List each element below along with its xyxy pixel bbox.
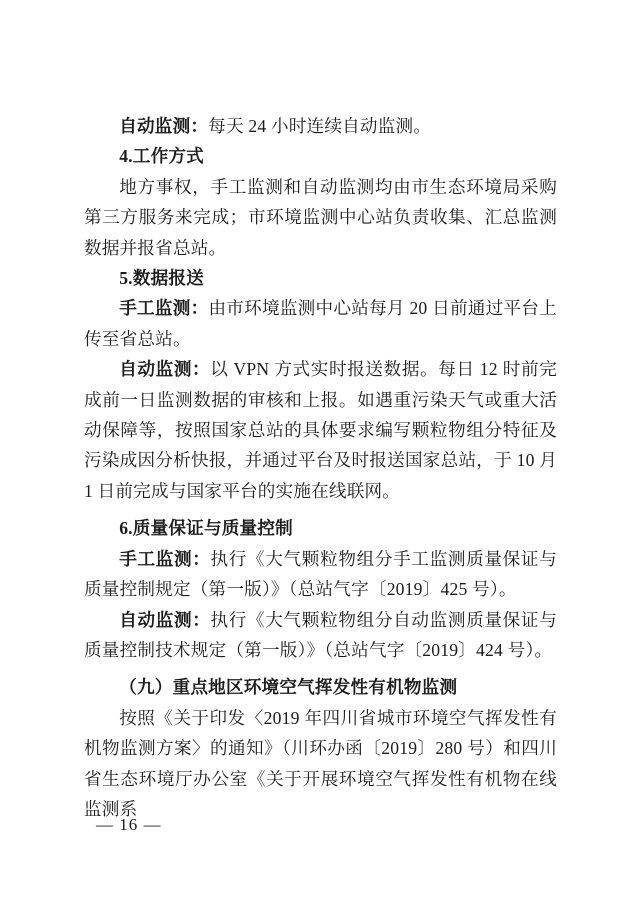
paragraph-text: 地方事权，手工监测和自动监测均由市生态环境局采购第三方服务来完成；市环境监测中心站负责收集、汇总监测数据并报省总站。 [84,176,557,258]
section-heading: （九）重点地区环境空气挥发性有机物监测 [119,677,458,698]
paragraph [84,703,557,825]
paragraph [84,354,557,506]
section-heading: 5.数据报送 [119,268,204,289]
paragraph-lead: 自动监测： [119,359,211,380]
section-heading: 6.质量保证与质量控制 [119,518,293,539]
paragraph [84,293,557,354]
paragraph [84,172,557,263]
paragraph-text: 每天 24 小时连续自动监测。 [208,116,432,136]
paragraph-text: 按照《关于印发〈2019 年四川省城市环境空气挥发性有机物监测方案〉的通知》（川环办函〔2019〕280 号）和四川省生态环境厅办公室《关于开展环境空气挥发性有机物在线监测系 [84,707,557,819]
paragraph-text: 以 VPN 方式实时报送数据。每日 12 时前完成前一日监测数据的审核和上报。如遇重污染天气或重大活动保障等，按照国家总站的具体要求编写颗粒物组分特征及污染成因分析快报，并通过平台及时报送国家总站，于 10 月 1 日前完成与国家平台的实施在线联网。 [84,359,557,501]
paragraph-lead: 手工监测： [119,548,211,569]
document-body [84,111,557,824]
paragraph-lead: 自动监测： [119,116,209,136]
paragraph-lead: 手工监测： [119,298,209,319]
paragraph [84,605,557,666]
section-heading: 4.工作方式 [119,146,204,167]
paragraph [84,544,557,605]
paragraph [84,111,557,141]
paragraph-text: 执行《大气颗粒物组分手工监测质量保证与质量控制规定（第一版）》（总站气字〔2019〕425 号）。 [84,548,557,600]
paragraph-text: 执行《大气颗粒物组分自动监测质量保证与质量控制技术规定（第一版）》（总站气字〔2019〕424 号）。 [84,609,557,660]
paragraph-lead: 自动监测： [119,609,211,630]
page-number: — 16 — [96,815,162,834]
paragraph-text: 由市环境监测中心站每月 20 日前通过平台上传至省总站。 [84,298,557,349]
